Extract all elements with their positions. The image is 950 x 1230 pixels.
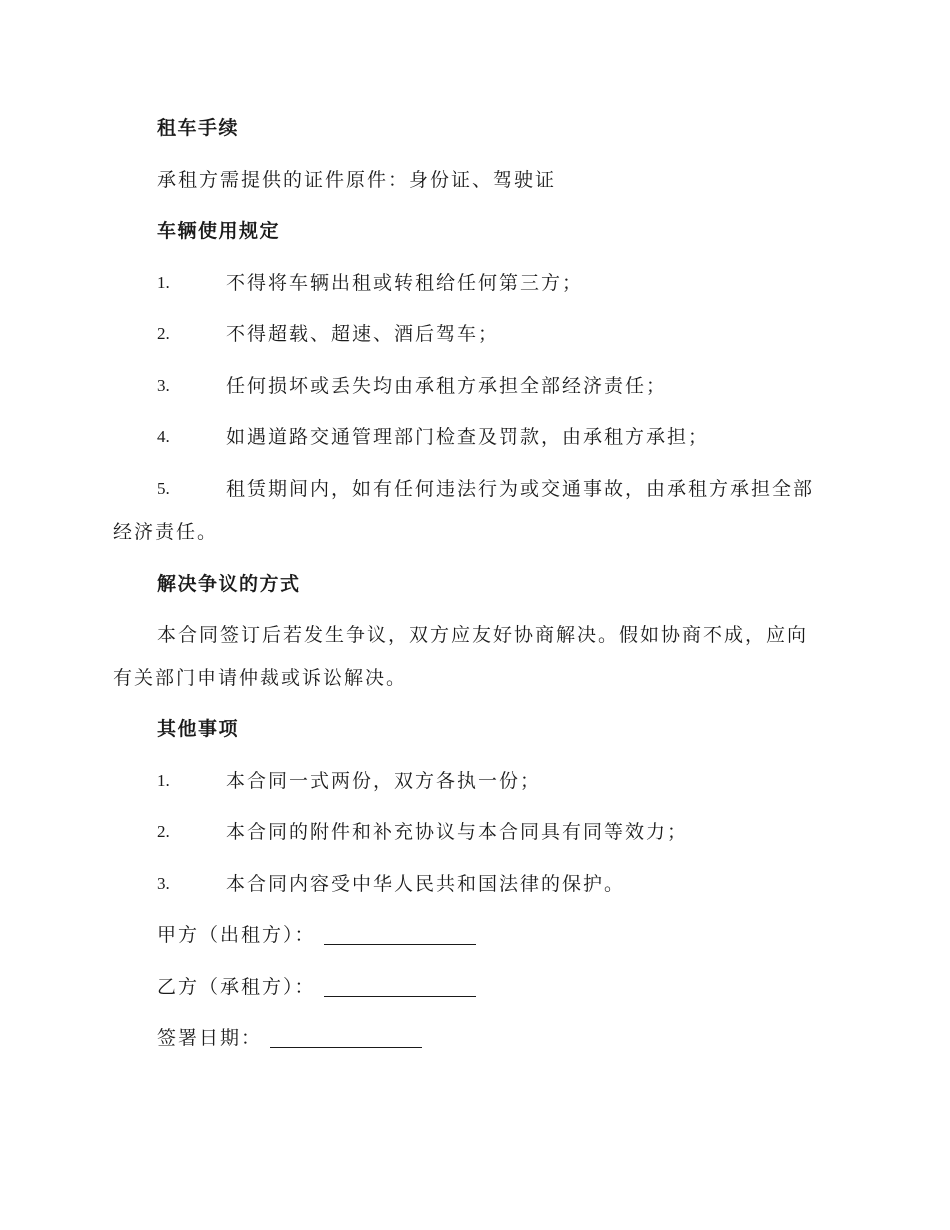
list-item-number: 3. xyxy=(157,376,170,395)
section-heading-vehicle-rules: 车辆使用规定 xyxy=(157,220,281,242)
sign-date xyxy=(157,1026,422,1050)
list-item-text: 不得将车辆出租或转租给任何第三方； xyxy=(226,272,584,294)
list-item-text: 任何损坏或丢失均由承租方承担全部经济责任； xyxy=(226,375,668,397)
party-b-signature-blank[interactable] xyxy=(324,977,476,997)
dispute-text-line-1: 本合同签订后若发生争议，双方应友好协商解决。假如协商不成，应向 xyxy=(157,624,809,646)
list-item-number: 2. xyxy=(157,324,170,343)
sign-date-label: 签署日期： xyxy=(157,1027,263,1049)
section-heading-dispute: 解决争议的方式 xyxy=(157,573,301,595)
party-a-label: 甲方（出租方）： xyxy=(157,924,316,946)
party-b-label: 乙方（承租方）： xyxy=(157,976,316,998)
sign-date-blank[interactable] xyxy=(270,1028,422,1048)
party-a-signature-blank[interactable] xyxy=(324,925,476,945)
list-item-text: 如遇道路交通管理部门检查及罚款，由承租方承担； xyxy=(226,426,710,448)
list-item-number: 1. xyxy=(157,771,170,790)
list-item-text: 本合同内容受中华人民共和国法律的保护。 xyxy=(226,873,626,895)
dispute-text-line-2: 有关部门申请仲裁或诉讼解决。 xyxy=(113,667,408,689)
list-item-number: 4. xyxy=(157,427,170,446)
section-heading-rental-procedure: 租车手续 xyxy=(157,117,240,139)
party-b-signature xyxy=(157,975,476,999)
list-item-text: 本合同一式两份，双方各执一份； xyxy=(226,770,542,792)
list-item-text: 本合同的附件和补充协议与本合同具有同等效力； xyxy=(226,821,689,843)
list-item-number: 3. xyxy=(157,874,170,893)
list-item-number: 5. xyxy=(157,479,170,498)
list-item-continuation: 经济责任。 xyxy=(113,521,219,543)
list-item-text: 不得超载、超速、酒后驾车； xyxy=(226,323,500,345)
section-heading-other: 其他事项 xyxy=(157,718,240,740)
party-a-signature xyxy=(157,923,476,947)
list-item-text: 租赁期间内，如有任何违法行为或交通事故，由承租方承担全部 xyxy=(226,478,815,500)
list-item-number: 1. xyxy=(157,273,170,292)
rental-procedure-text: 承租方需提供的证件原件：身份证、驾驶证 xyxy=(157,169,557,191)
list-item-number: 2. xyxy=(157,822,170,841)
